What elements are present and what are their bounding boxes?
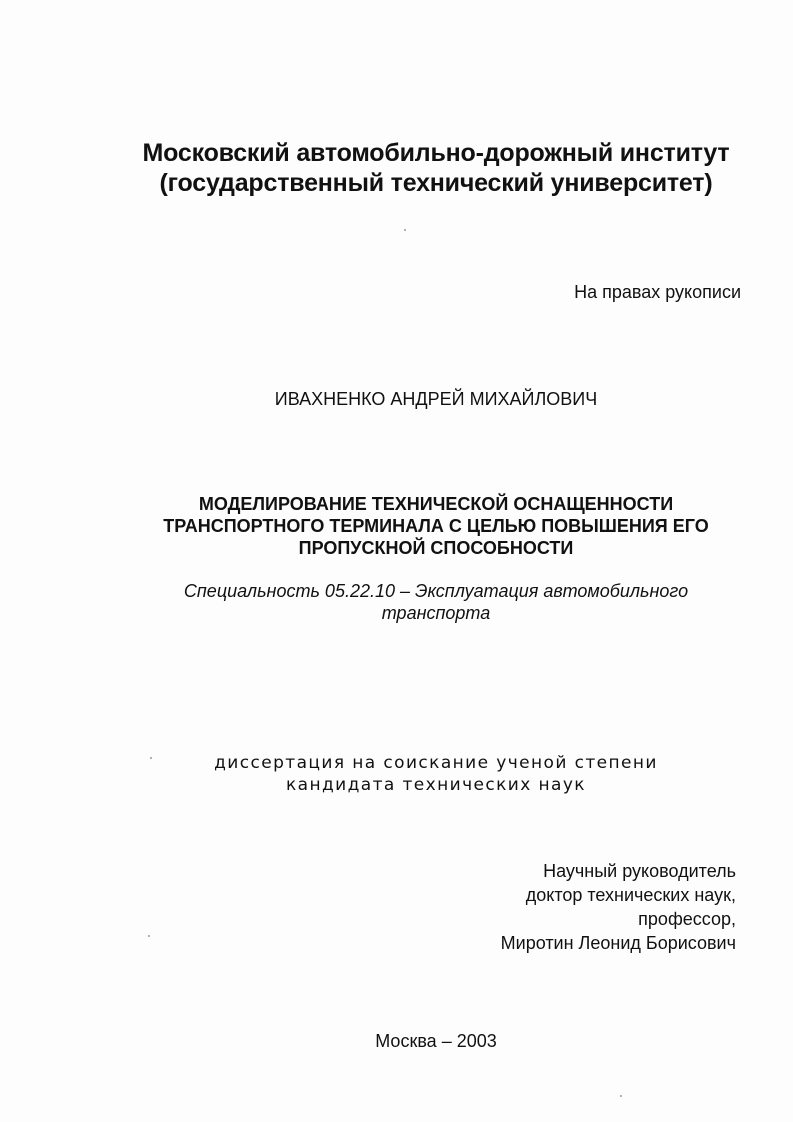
supervisor-role: Научный руководитель: [543, 861, 736, 881]
degree-line-1: диссертация на соискание ученой степени: [214, 753, 658, 773]
specialty-line-1: Специальность 05.22.10 – Эксплуатация автомобильного: [183, 581, 689, 601]
title-line-3: ПРОПУСКНОЙ СПОСОБНОСТИ: [298, 538, 574, 558]
supervisor-name: Миротин Леонид Борисович: [500, 933, 736, 953]
scan-speck: [404, 229, 406, 231]
author-name: ИВАХНЕНКО АНДРЕЙ МИХАЙЛОВИЧ: [274, 389, 598, 409]
specialty-line-2: транспорта: [381, 603, 491, 623]
degree-line-2: кандидата технических наук: [286, 775, 586, 795]
institution-line-1: Московский автомобильно-дорожный институт: [142, 139, 730, 167]
title-line-2: ТРАНСПОРТНОГО ТЕРМИНАЛА С ЦЕЛЬЮ ПОВЫШЕНИЯ ЕГО: [163, 516, 709, 536]
institution-line-2: (государственный технический университет): [159, 169, 713, 197]
supervisor-rank: профессор,: [638, 909, 736, 929]
institution-name: [96, 138, 776, 198]
supervisor-degree: доктор технических наук,: [525, 885, 736, 905]
specialty: [86, 580, 786, 624]
city-year: Москва – 2003: [375, 1031, 497, 1051]
degree-statement: [86, 752, 786, 796]
supervisor-block: [501, 859, 736, 955]
title-line-1: МОДЕЛИРОВАНИЕ ТЕХНИЧЕСКОЙ ОСНАЩЕННОСТИ: [198, 494, 674, 514]
dissertation-title: [86, 493, 786, 559]
scan-speck: [148, 935, 150, 937]
scan-speck: [150, 757, 152, 759]
scan-speck: [620, 1095, 622, 1097]
manuscript-note: На правах рукописи: [574, 282, 741, 302]
